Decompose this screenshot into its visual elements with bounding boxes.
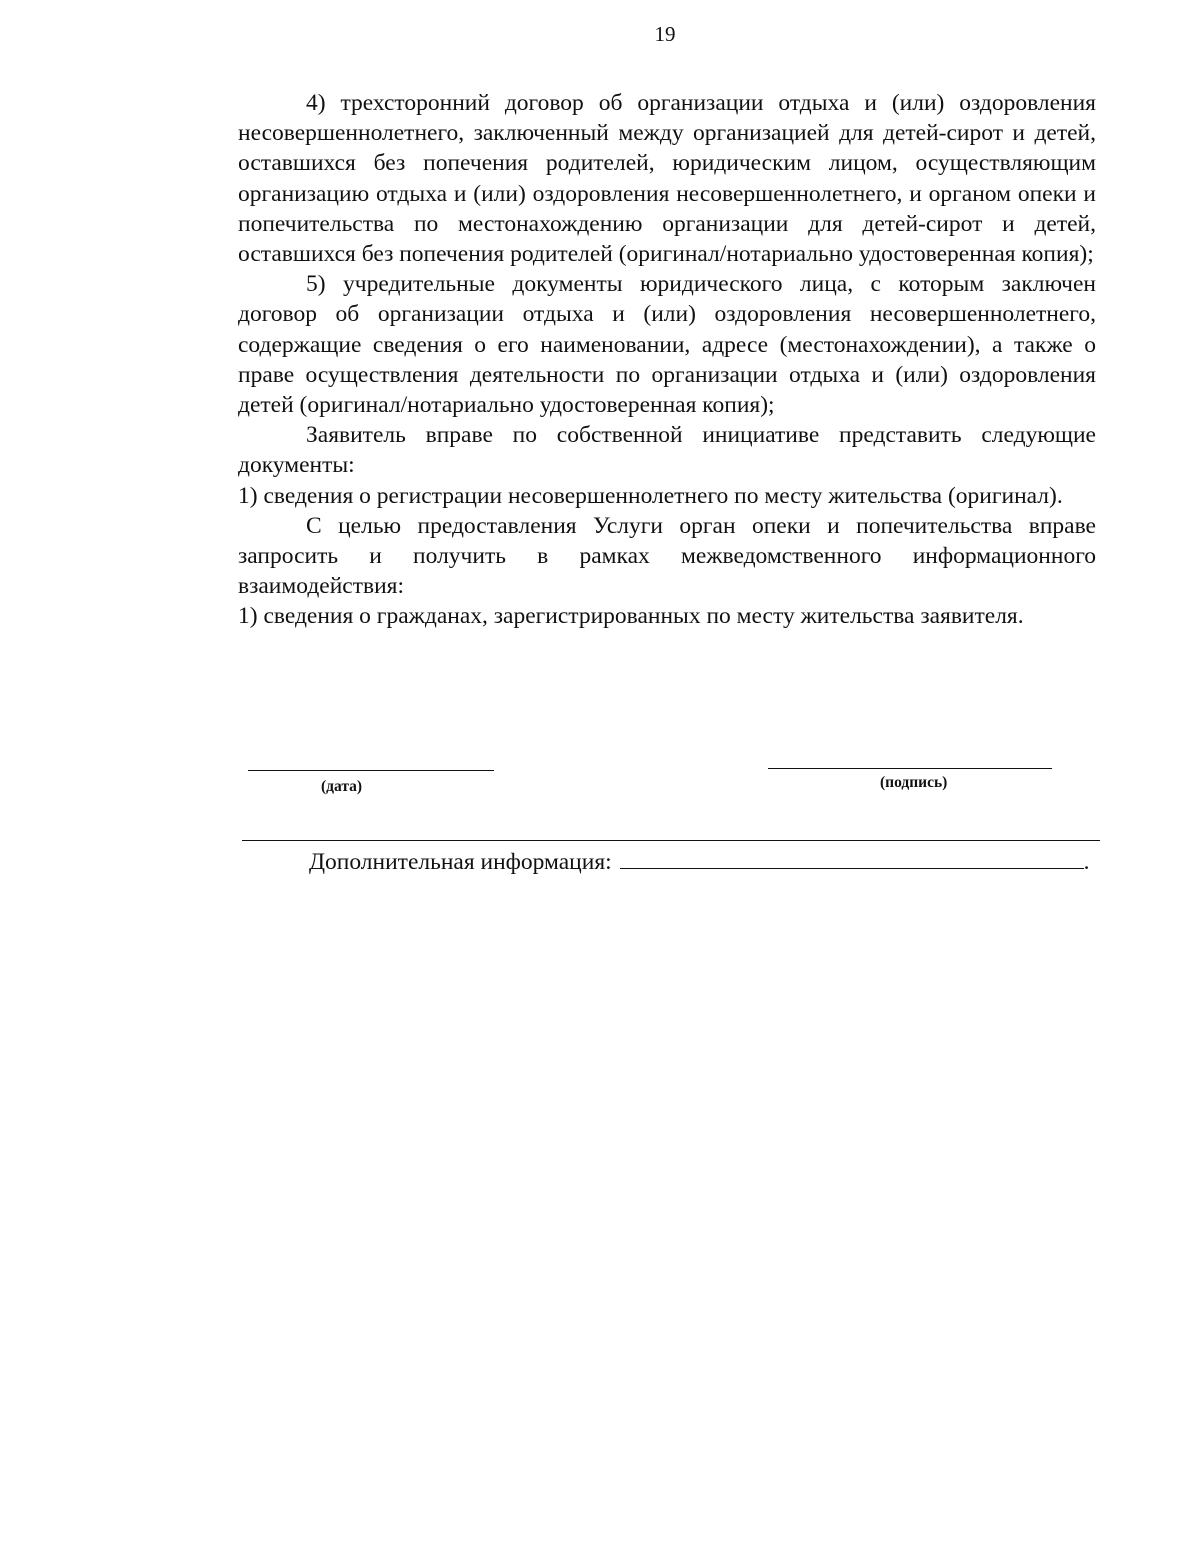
additional-info-row (309, 848, 1090, 876)
date-label: (дата) (321, 778, 363, 795)
date-line[interactable] (248, 770, 494, 771)
paragraph-item-5: 5) учредительные документы юридического лица, с которым заключен договор об организации отдыха и (или) оздоровления несовершеннолетнего, содержащие сведения о его наименовании, адресе (местонахождении), а также о праве осуществления деятельности по организации отдыха и (или) оздоровления детей (оригинал/нотариально удостоверенная копия); (238, 271, 1096, 419)
paragraph-item-4: 4) трехсторонний договор об организации отдыха и (или) оздоровления несовершеннолетнего, заключенный между организацией для детей-сирот и детей, оставшихся без попечения родителей, юридическим лицом, осуществляющим организацию отдыха и (или) оздоровления несовершеннолетнего, и органом опеки и попечительства по местонахождению организации для детей-сирот и детей, оставшихся без попечения родителей (оригинал/нотариально удостоверенная копия); (238, 90, 1096, 268)
paragraph-interagency-request: С целью предоставления Услуги орган опеки и попечительства вправе запросить и получить в рамках межведомственного информационного взаимодействия: (238, 512, 1096, 600)
additional-info-label: Дополнительная информация: (309, 849, 612, 875)
paragraph-citizens-info: 1) сведения о гражданах, зарегистрированных по месту жительства заявителя. (238, 603, 1024, 630)
paragraph-applicant-right: Заявитель вправе по собственной инициативе представить следующие документы: (238, 422, 1096, 479)
additional-info-end-mark: . (1083, 849, 1090, 875)
signature-label: (подпись) (880, 774, 948, 791)
signature-block (0, 770, 1200, 810)
divider-line (242, 840, 1100, 841)
additional-info-field[interactable] (620, 848, 1084, 869)
paragraph-registration-info: 1) сведения о регистрации несовершеннолетнего по месту жительства (оригинал). (238, 482, 1063, 509)
document-body (238, 88, 1096, 632)
signature-line[interactable] (768, 768, 1052, 769)
page-number: 19 (654, 22, 676, 46)
